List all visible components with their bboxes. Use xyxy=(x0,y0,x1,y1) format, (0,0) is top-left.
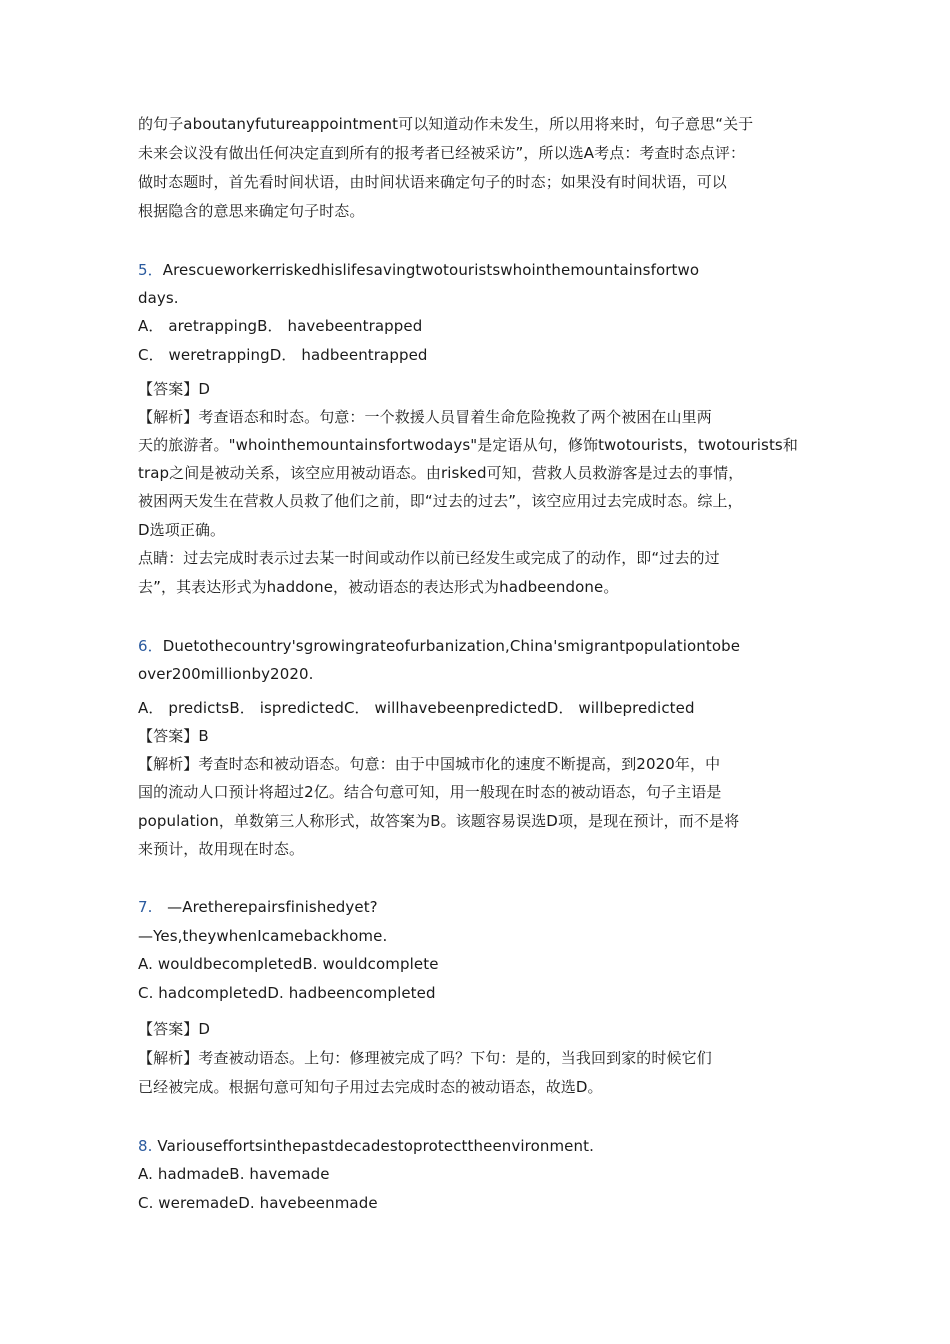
question-5-option-line: C． weretrappingD． hadbeentrapped xyxy=(138,346,428,364)
question-8-option-line: A. hadmadeB. havemade xyxy=(138,1165,330,1183)
analysis-line: 被困两天发生在营救人员救了他们之前，即“过去的过去”，该空应用过去完成时态。综上， xyxy=(138,492,743,510)
question-number: 6． xyxy=(138,637,163,655)
question-7-option-line: C. hadcompletedD. hadbeencompleted xyxy=(138,984,436,1002)
question-6-answer: 【答案】B xyxy=(138,727,209,745)
question-6-option-line: A． predictsB． ispredictedC． willhavebeenpredictedD． willbepredicted xyxy=(138,699,695,717)
intro-line: 做时态题时，首先看时间状语，由时间状语来确定句子的时态；如果没有时间状语，可以 xyxy=(138,173,727,191)
analysis-line: D选项正确。 xyxy=(138,521,226,539)
question-5-answer: 【答案】D xyxy=(138,380,211,398)
analysis-line: 去”，其表达形式为haddone，被动语态的表达形式为hadbeendone。 xyxy=(138,578,619,596)
intro-line: 的句子aboutanyfutureappointment可以知道动作未发生，所以用将来时，句子意思“关于 xyxy=(138,115,754,133)
question-number: 7. xyxy=(138,898,153,916)
intro-line: 根据隐含的意思来确定句子时态。 xyxy=(138,202,365,220)
question-5-stem-cont: days. xyxy=(138,289,179,307)
question-8-stem xyxy=(138,1136,594,1156)
question-number: 5． xyxy=(138,261,163,279)
question-7-stem-cont: —Yes,theywhenIcamebackhome. xyxy=(138,927,388,945)
question-5-option-line: A． aretrappingB． havebeentrapped xyxy=(138,317,423,335)
analysis-line: population，单数第三人称形式，故答案为B。该题容易误选D项，是现在预计，而不是将 xyxy=(138,812,740,830)
question-number: 8. xyxy=(138,1137,153,1155)
analysis-line: 国的流动人口预计将超过2亿。结合句意可知，用一般现在时态的被动语态，句子主语是 xyxy=(138,783,722,801)
question-text: Duetothecountry'sgrowingrateofurbanization,China'smigrantpopulationtobe xyxy=(162,637,741,655)
analysis-line: 已经被完成。根据句意可知句子用过去完成时态的被动语态，故选D。 xyxy=(138,1078,603,1096)
question-6-stem-cont: over200millionby2020. xyxy=(138,665,314,683)
analysis-line: 来预计，故用现在时态。 xyxy=(138,840,305,858)
question-7-option-line: A. wouldbecompletedB. wouldcomplete xyxy=(138,955,439,973)
question-7-answer: 【答案】D xyxy=(138,1020,211,1038)
question-text: Variouseffortsinthepastdecadestoprotecttheenvironment. xyxy=(157,1137,594,1155)
question-8-option-line: C. weremadeD. havebeenmade xyxy=(138,1194,378,1212)
question-7-stem xyxy=(138,897,378,917)
question-5-stem xyxy=(138,260,699,280)
intro-line: 未来会议没有做出任何决定直到所有的报考者已经被采访”，所以选A考点：考查时态点评： xyxy=(138,144,746,162)
analysis-line: 【解析】考查时态和被动语态。句意：由于中国城市化的速度不断提高，到2020年，中 xyxy=(138,755,721,773)
analysis-line: 天的旅游者。"whointhemountainsfortwodays"是定语从句，修饰twotourists，twotourists和 xyxy=(138,436,798,454)
question-text: —Aretherepairsfinishedyet? xyxy=(167,898,378,916)
question-text: Arescueworkerriskedhislifesavingtwotouristswhointhemountainsfortwo xyxy=(162,261,700,279)
analysis-line: 【解析】考查被动语态。上句：修理被完成了吗？下句：是的，当我回到家的时候它们 xyxy=(138,1049,712,1067)
question-6-stem xyxy=(138,636,740,656)
analysis-line: trap之间是被动关系，该空应用被动语态。由risked可知，营救人员救游客是过去的事情， xyxy=(138,464,744,482)
analysis-line: 【解析】考查语态和时态。句意：一个救援人员冒着生命危险挽救了两个被困在山里两 xyxy=(138,408,712,426)
analysis-line: 点睛：过去完成时表示过去某一时间或动作以前已经发生或完成了的动作，即“过去的过 xyxy=(138,549,720,567)
